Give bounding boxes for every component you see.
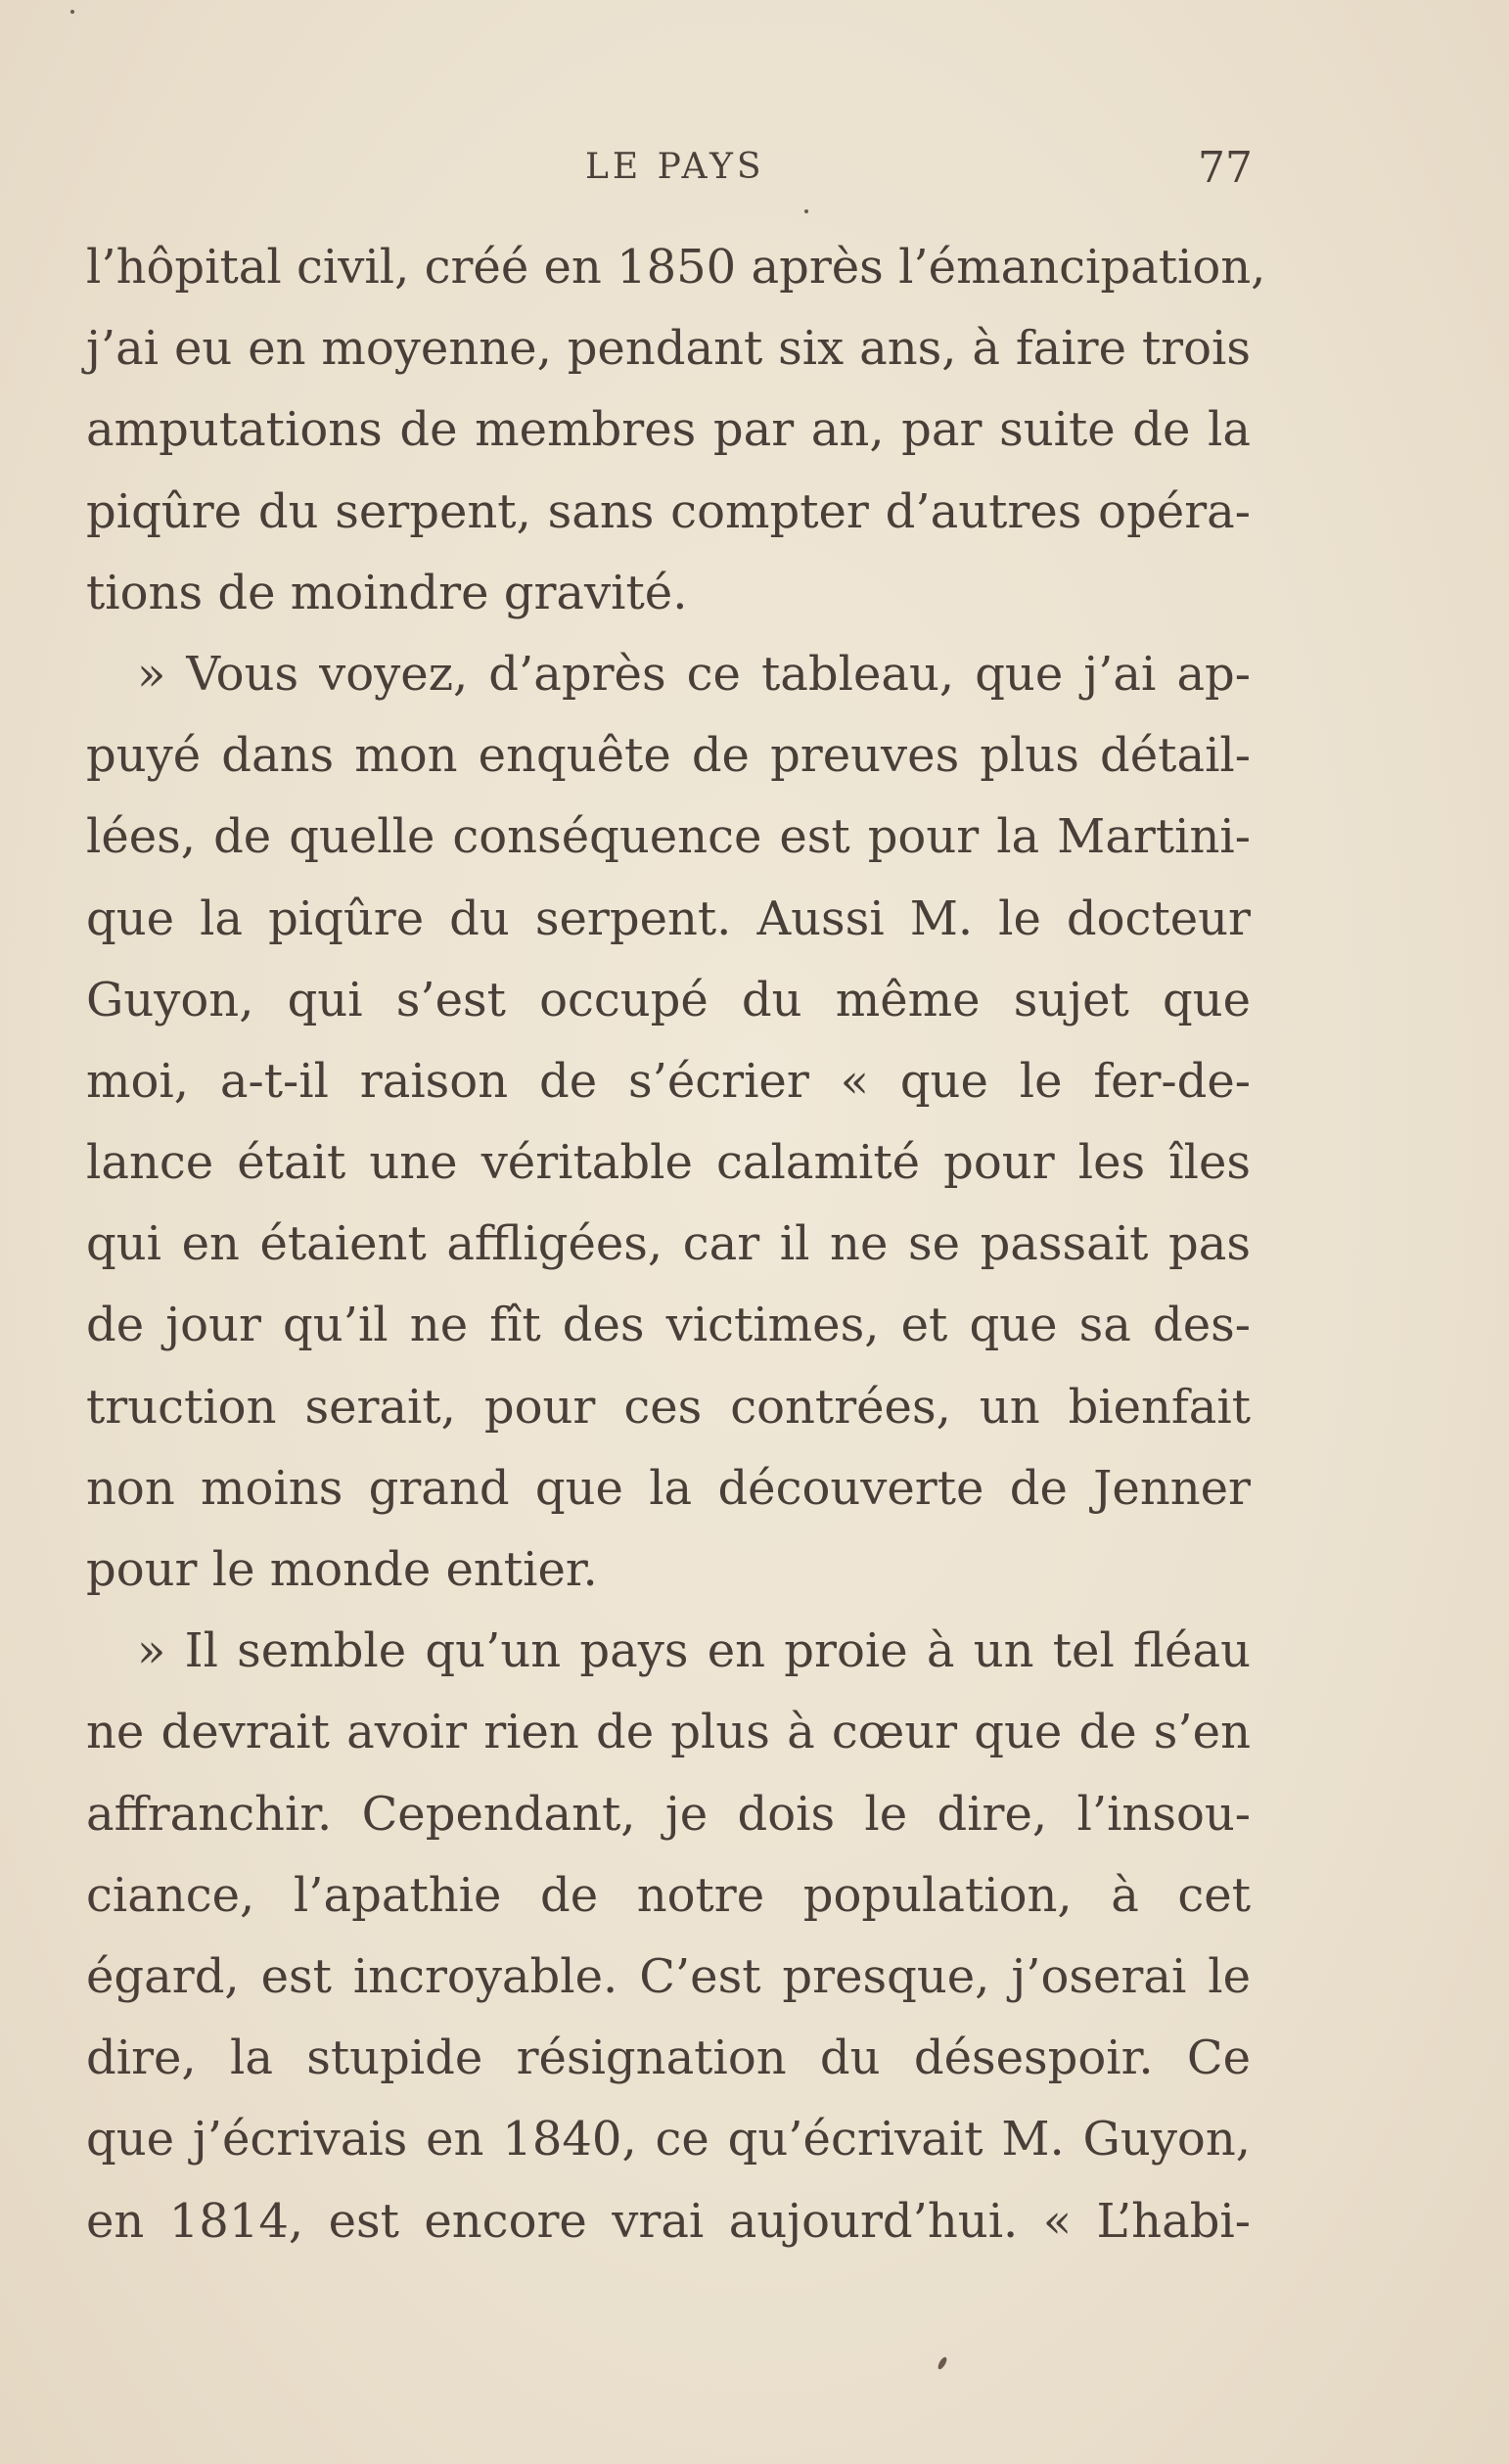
paper-speck (70, 10, 74, 14)
text-line: affranchir. Cependant, je dois le dire, l’insou- (86, 1786, 1251, 1842)
header-title: LE PAYS (585, 147, 765, 187)
text-line: qui en étaient affligées, car il ne se passait pas (86, 1216, 1251, 1272)
text-line: que la piqûre du serpent. Aussi M. le docteur (86, 890, 1251, 946)
paper-speck (804, 209, 808, 213)
text-line: dire, la stupide résignation du désespoir. Ce (86, 2031, 1251, 2086)
text-line: lance était une véritable calamité pour les îles (86, 1135, 1251, 1191)
paper-speck (937, 2355, 948, 2370)
text-line: moi, a-t-il raison de s’écrier « que le fer-de- (86, 1053, 1251, 1109)
text-line: » Il semble qu’un pays en proie à un tel fléau (137, 1623, 1251, 1679)
text-line: non moins grand que la découverte de Jenner (86, 1460, 1251, 1516)
text-line: lées, de quelle conséquence est pour la Martini- (86, 809, 1251, 865)
text-line: Guyon, qui s’est occupé du même sujet que (86, 972, 1251, 1027)
text-line: ne devrait avoir rien de plus à cœur que de s’en (86, 1705, 1251, 1760)
text-line: en 1814, est encore vrai aujourd’hui. « L’habi- (86, 2193, 1251, 2249)
running-head (0, 143, 1509, 205)
text-line: » Vous voyez, d’après ce tableau, que j’ai ap- (137, 646, 1251, 702)
text-line: pour le monde entier. (86, 1542, 598, 1597)
text-line: de jour qu’il ne fît des victimes, et que sa des- (86, 1298, 1251, 1353)
text-line: que j’écrivais en 1840, ce qu’écrivait M. Guyon, (86, 2112, 1251, 2167)
text-line: ciance, l’apathie de notre population, à cet (86, 1867, 1251, 1923)
text-line: amputations de membres par an, par suite de la (86, 402, 1251, 458)
text-line: truction serait, pour ces contrées, un bienfait (86, 1379, 1251, 1435)
text-line: puyé dans mon enquête de preuves plus détail- (86, 728, 1251, 784)
text-line: l’hôpital civil, créé en 1850 après l’émancipation, (86, 240, 1266, 295)
text-line: tions de moindre gravité. (86, 565, 688, 620)
text-line: égard, est incroyable. C’est presque, j’oserai le (86, 1948, 1251, 2004)
body-text (86, 227, 1266, 2262)
text-line: piqûre du serpent, sans compter d’autres opéra- (86, 483, 1251, 539)
page-number: 77 (1198, 143, 1253, 193)
text-line: j’ai eu en moyenne, pendant six ans, à faire trois (86, 321, 1251, 377)
